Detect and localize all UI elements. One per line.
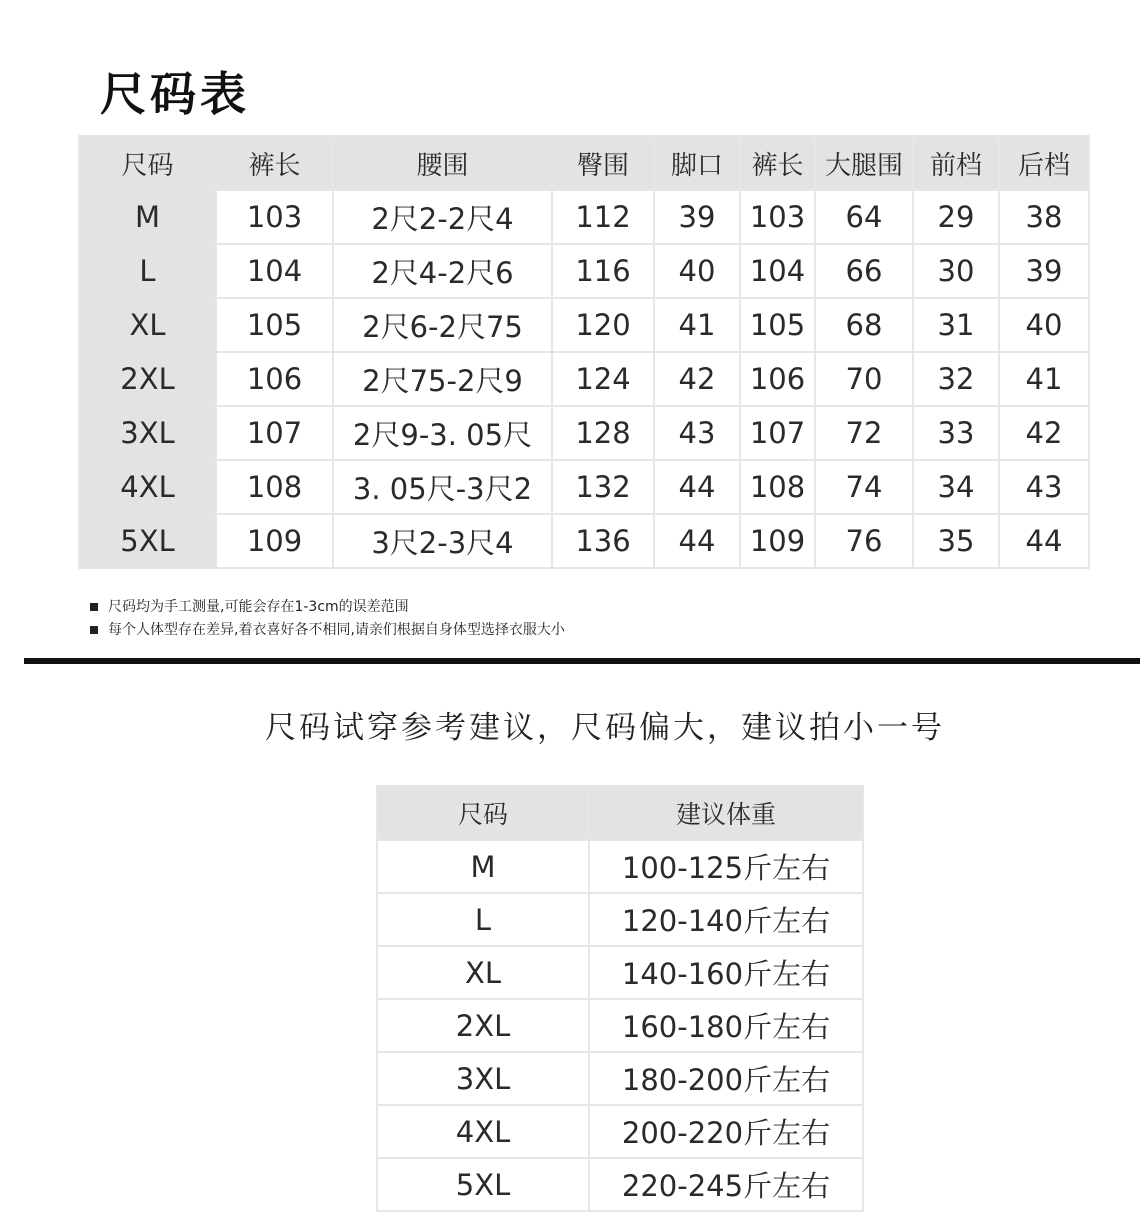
weight-table <box>376 785 864 1212</box>
table-row <box>377 999 863 1052</box>
table-cell: 34 <box>913 460 999 514</box>
table-cell: 112 <box>552 190 654 244</box>
table-cell: 43 <box>999 460 1089 514</box>
size-cell: M <box>377 840 589 893</box>
header-pants-length: 裤长 <box>216 136 333 190</box>
header-pants-length-2: 裤长 <box>740 136 815 190</box>
header-front-rise: 前档 <box>913 136 999 190</box>
table-cell: 106 <box>216 352 333 406</box>
table-cell: 70 <box>815 352 913 406</box>
table-cell: 42 <box>999 406 1089 460</box>
table-row <box>79 406 1089 460</box>
table-cell: 128 <box>552 406 654 460</box>
table-row <box>79 244 1089 298</box>
table-cell: 74 <box>815 460 913 514</box>
size-table <box>78 135 1090 569</box>
divider <box>24 658 1140 664</box>
weight-table-header <box>377 786 863 840</box>
table-cell: 44 <box>654 460 740 514</box>
header-thigh: 大腿围 <box>815 136 913 190</box>
table-cell: 124 <box>552 352 654 406</box>
table-cell: 64 <box>815 190 913 244</box>
table-cell: 106 <box>740 352 815 406</box>
table-cell: 32 <box>913 352 999 406</box>
size-cell: 4XL <box>377 1105 589 1158</box>
header-back-rise: 后档 <box>999 136 1089 190</box>
weight-cell: 220-245斤左右 <box>589 1158 863 1211</box>
table-cell: 107 <box>216 406 333 460</box>
table-cell: 120 <box>552 298 654 352</box>
table-cell: 108 <box>216 460 333 514</box>
table-cell: 132 <box>552 460 654 514</box>
table-row <box>377 946 863 999</box>
table-cell: 72 <box>815 406 913 460</box>
table-row <box>79 460 1089 514</box>
table-row <box>377 1105 863 1158</box>
table-cell: 105 <box>216 298 333 352</box>
weight-cell: 100-125斤左右 <box>589 840 863 893</box>
table-cell: 109 <box>740 514 815 568</box>
bullet-icon <box>90 626 98 634</box>
table-cell: 116 <box>552 244 654 298</box>
table-cell: 40 <box>654 244 740 298</box>
weight-cell: 200-220斤左右 <box>589 1105 863 1158</box>
table-cell: 35 <box>913 514 999 568</box>
table-cell: 2尺9-3. 05尺 <box>333 406 552 460</box>
weight-cell: 160-180斤左右 <box>589 999 863 1052</box>
bullet-icon <box>90 603 98 611</box>
table-cell: 31 <box>913 298 999 352</box>
note-line <box>90 596 565 619</box>
table-cell: 2尺6-2尺75 <box>333 298 552 352</box>
note-text: 每个人体型存在差异,着衣喜好各不相同,请亲们根据自身体型选择衣服大小 <box>108 622 565 638</box>
table-row <box>79 298 1089 352</box>
table-cell: 41 <box>999 352 1089 406</box>
size-cell: 3XL <box>377 1052 589 1105</box>
table-cell: 3尺2-3尺4 <box>333 514 552 568</box>
table-cell: 68 <box>815 298 913 352</box>
table-cell: 103 <box>216 190 333 244</box>
table-row <box>79 190 1089 244</box>
table-row <box>377 840 863 893</box>
table-cell: 41 <box>654 298 740 352</box>
table-row <box>79 514 1089 568</box>
fit-advice-heading <box>0 702 1140 747</box>
table-cell: 3. 05尺-3尺2 <box>333 460 552 514</box>
table-cell: 38 <box>999 190 1089 244</box>
table-cell: 109 <box>216 514 333 568</box>
size-cell: 2XL <box>377 999 589 1052</box>
table-cell: 42 <box>654 352 740 406</box>
table-cell: 103 <box>740 190 815 244</box>
size-cell: XL <box>79 298 216 352</box>
header-size: 尺码 <box>79 136 216 190</box>
weight-cell: 120-140斤左右 <box>589 893 863 946</box>
fit-advice-text: 尺码试穿参考建议，尺码偏大，建议拍小一号 <box>265 710 945 746</box>
table-cell: 107 <box>740 406 815 460</box>
table-row <box>377 893 863 946</box>
table-row <box>79 352 1089 406</box>
table-cell: 30 <box>913 244 999 298</box>
note-text: 尺码均为手工测量,可能会存在1-3cm的误差范围 <box>108 599 409 615</box>
table-row <box>377 1158 863 1211</box>
note-line <box>90 619 565 642</box>
page-title: 尺码表 <box>100 67 250 121</box>
header-hip: 臀围 <box>552 136 654 190</box>
size-cell: 4XL <box>79 460 216 514</box>
table-cell: 44 <box>999 514 1089 568</box>
table-cell: 136 <box>552 514 654 568</box>
size-table-header <box>79 136 1089 190</box>
table-cell: 29 <box>913 190 999 244</box>
table-cell: 104 <box>216 244 333 298</box>
size-cell: 5XL <box>377 1158 589 1211</box>
size-cell: 3XL <box>79 406 216 460</box>
header-size: 尺码 <box>377 786 589 840</box>
size-cell: L <box>377 893 589 946</box>
table-cell: 43 <box>654 406 740 460</box>
header-leg-opening: 脚口 <box>654 136 740 190</box>
table-cell: 2尺2-2尺4 <box>333 190 552 244</box>
weight-cell: 140-160斤左右 <box>589 946 863 999</box>
size-cell: M <box>79 190 216 244</box>
size-cell: XL <box>377 946 589 999</box>
table-cell: 2尺75-2尺9 <box>333 352 552 406</box>
size-cell: L <box>79 244 216 298</box>
table-cell: 40 <box>999 298 1089 352</box>
header-suggested-weight: 建议体重 <box>589 786 863 840</box>
table-cell: 2尺4-2尺6 <box>333 244 552 298</box>
size-cell: 5XL <box>79 514 216 568</box>
table-cell: 39 <box>654 190 740 244</box>
table-row <box>377 1052 863 1105</box>
table-cell: 33 <box>913 406 999 460</box>
weight-cell: 180-200斤左右 <box>589 1052 863 1105</box>
table-cell: 66 <box>815 244 913 298</box>
table-cell: 44 <box>654 514 740 568</box>
notes <box>90 596 565 642</box>
table-cell: 76 <box>815 514 913 568</box>
table-cell: 39 <box>999 244 1089 298</box>
table-cell: 105 <box>740 298 815 352</box>
table-cell: 104 <box>740 244 815 298</box>
table-cell: 108 <box>740 460 815 514</box>
size-cell: 2XL <box>79 352 216 406</box>
header-waist: 腰围 <box>333 136 552 190</box>
